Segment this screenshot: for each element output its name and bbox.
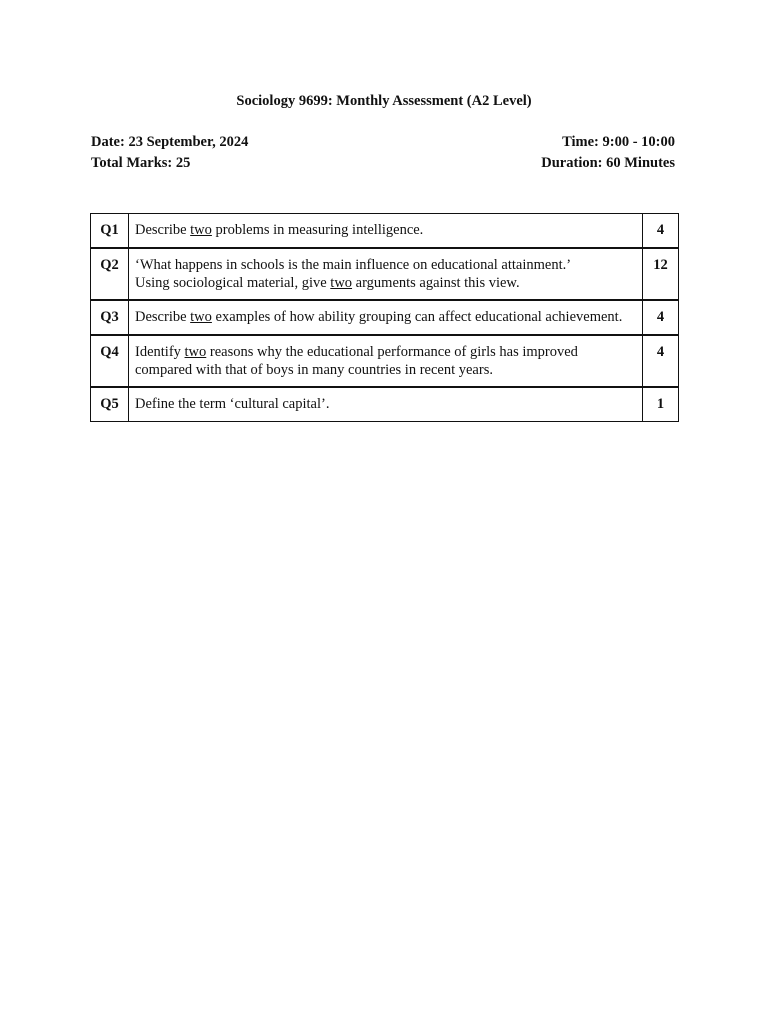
question-marks: 4 — [643, 300, 679, 335]
question-text — [129, 335, 643, 387]
question-text-part: examples of how ability grouping can affect educational achievement. — [211, 309, 623, 325]
question-text — [129, 214, 643, 249]
exam-duration: Duration: 60 Minutes — [541, 155, 675, 171]
question-marks: 1 — [643, 387, 679, 422]
question-number: Q3 — [91, 300, 129, 335]
exam-time: Time: 9:00 - 10:00 — [562, 134, 675, 150]
question-number: Q1 — [91, 214, 129, 249]
header-left — [91, 132, 248, 174]
question-text-part: problems in measuring intelligence. — [211, 222, 424, 238]
question-row-q1 — [91, 214, 679, 249]
question-text-part: ‘What happens in schools is the main influence on educational attainment.’ — [135, 257, 572, 273]
question-marks: 4 — [643, 214, 679, 249]
question-text — [129, 300, 643, 335]
question-number: Q4 — [91, 335, 129, 387]
question-number: Q2 — [91, 248, 129, 300]
underlined-word: two — [330, 274, 353, 291]
header-right — [541, 132, 675, 174]
question-text — [129, 387, 643, 422]
underlined-word: two — [190, 222, 212, 238]
question-row-q4 — [91, 335, 679, 387]
question-marks: 4 — [643, 335, 679, 387]
question-row-q3 — [91, 300, 679, 335]
question-text-part: Identify — [135, 344, 185, 360]
question-text-part: Using sociological material, give — [135, 274, 331, 291]
total-marks: Total Marks: 25 — [91, 155, 191, 171]
question-text-part: arguments against this view. — [352, 274, 520, 291]
underlined-word: two — [184, 344, 207, 360]
question-text-part: Define the term ‘cultural capital’. — [135, 396, 330, 412]
question-text-part: Describe — [135, 222, 191, 238]
question-text-part: Describe — [135, 309, 191, 325]
question-row-q2 — [91, 248, 679, 300]
question-text — [129, 248, 643, 300]
underlined-word: two — [190, 309, 212, 325]
question-marks: 12 — [643, 248, 679, 300]
question-text-part: reasons why the educational performance of girls has improved compared with that of boys in many countries in recent years. — [135, 344, 578, 378]
page-title: Sociology 9699: Monthly Assessment (A2 Level) — [236, 93, 532, 109]
exam-date: Date: 23 September, 2024 — [91, 134, 249, 150]
question-number: Q5 — [91, 387, 129, 422]
question-row-q5 — [91, 387, 679, 422]
questions-table — [90, 213, 679, 422]
